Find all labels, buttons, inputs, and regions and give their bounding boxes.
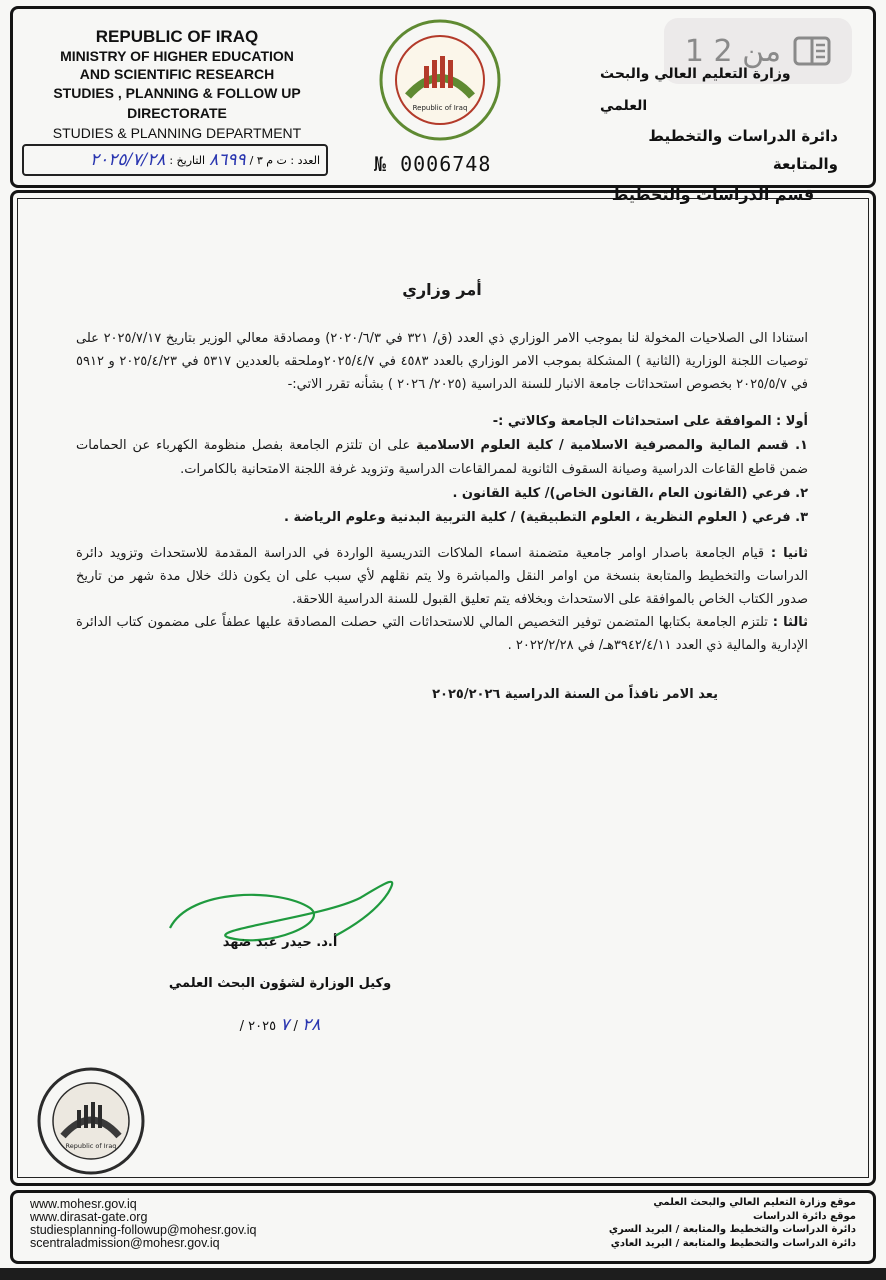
ministry-seal-stamp — [36, 1066, 146, 1176]
reference-box — [22, 144, 328, 176]
en-ministry: MINISTRY OF HIGHER EDUCATION — [60, 48, 294, 64]
section-third — [76, 611, 808, 657]
effective-statement: يعد الامر نافذاً من السنة الدراسية ٢٠٢٥/٢٠٢٦ — [432, 687, 718, 702]
serial-digits: 0006748 — [400, 152, 492, 176]
section-third-text: تلتزم الجامعة بكتابها المتضمن توفير التخصيص المالي للاستحداثات التي حصلت المصادقة عليها عطفاً على مضمون كتاب الدائرة الإدارية والمالية ذي العدد ٣٩٤٢/٤/١١هـ/ في ٢٠٢٢/٢/٢٨ . — [76, 615, 808, 653]
signature-year: ٢٠٢٥ / — [239, 1019, 277, 1034]
signatory-position: وكيل الوزارة لشؤون البحث العلمي — [168, 976, 392, 991]
en-ministry-2: AND SCIENTIFIC RESEARCH — [79, 66, 275, 82]
footer-labels — [609, 1196, 856, 1250]
english-letterhead — [22, 26, 332, 143]
ref-label: العدد : ت م ٣ / — [249, 153, 320, 167]
ar-directorate: دائرة الدراسات والتخطيط والمتابعة — [648, 127, 838, 173]
item-1 — [76, 434, 808, 482]
item-1-text: على ان تلتزم الجامعة بفصل منظومة الكهرباء عن الحمامات ضمن قاطع القاعات الدراسية وصيانة السقوف الثانوية لممرالقاعات الدراسية وتزويد غرفة اللجنة الامتحانية بالكامرات. — [76, 438, 808, 477]
ar-ministry: وزارة التعليم العالي والبحث العلمي — [600, 66, 791, 114]
signatory-name: أ.د. حيدر عبد ضهد — [222, 935, 338, 950]
item-3: ٣. فرعي ( العلوم النظرية ، العلوم التطبيقية) / كلية التربية البدنية وعلوم الرياضة . — [284, 510, 808, 525]
signature-month: ٧ — [280, 1015, 290, 1035]
seal-stamp-caption: Republic of Iraq — [65, 1142, 117, 1150]
footer-label-ministry: موقع وزارة التعليم العالي والبحث العلمي — [653, 1197, 856, 1208]
section-second-label: ثانيا : — [770, 546, 809, 561]
footer-email-secret[interactable]: studiesplanning-followup@mohesr.gov.iq — [30, 1223, 257, 1237]
en-country: REPUBLIC OF IRAQ — [95, 27, 259, 46]
footer-label-secret: دائرة الدراسات والتخطيط والمتابعة / البريد السري — [608, 1224, 856, 1235]
decree-body — [76, 280, 808, 702]
date-label: التاريخ : — [169, 153, 206, 167]
signature-day: ٢٨ — [302, 1015, 321, 1035]
footer-link-ministry[interactable]: www.mohesr.gov.iq — [30, 1197, 137, 1211]
page-indicator-text: 1 من 2 — [684, 33, 782, 69]
section-second-text: قيام الجامعة باصدار اوامر جامعية متضمنة اسماء الملاكات التدريسية الواردة في الدراسة المقدمة للاستحداث وتزويد دائرة الدراسات والتخطيط والمتابعة بنسخة من اوامر النقل والمباشرة ولا يتم نقلهم لأي سبب على ان يكون ذلك خلال مدة شهر من تاريخ صدور الكتاب الخاص بالموافقة على الاستحداث وبخلافه يتم تعليق القبول للسنة الدراسية اللاحقة. — [76, 546, 808, 607]
ref-number: ٨٦٩٩ — [209, 150, 246, 170]
footer-email-regular[interactable]: scentraladmission@mohesr.gov.iq — [30, 1236, 220, 1250]
section-second — [76, 542, 808, 611]
date-value: ٢٠٢٥/٧/٢٨ — [89, 150, 166, 170]
signature-date-sep: / — [293, 1019, 298, 1034]
ar-department: قسم الدراسات والتخطيط — [611, 185, 815, 204]
section-first-title: أولا : الموافقة على استحداثات الجامعة وكالاتي :- — [492, 414, 808, 429]
en-directorate: STUDIES , PLANNING & FOLLOW UP DIRECTORATE — [53, 85, 301, 121]
en-department: STUDIES & PLANNING DEPARTMENT — [52, 125, 302, 141]
ministry-seal-logo — [378, 18, 502, 142]
decree-title: أمر وزاري — [402, 280, 482, 299]
footer-link-dirasat[interactable]: www.dirasat-gate.org — [30, 1210, 148, 1224]
signature-date — [150, 1010, 410, 1042]
arabic-letterhead — [588, 58, 838, 212]
serial-prefix: № — [374, 152, 388, 176]
signature-block — [150, 930, 410, 1042]
decree-intro: استنادا الى الصلاحيات المخولة لنا بموجب الامر الوزاري ذي العدد (ق/ ٣٢١ في ٢٠٢٠/٦/٣) ومصادقة معالي الوزير بتاريخ ٢٠٢٥/٧/١٧ على توصيات اللجنة الوزارية (الثانية ) المشكلة بموجب الامر الوزاري بالعدد ٤٥٨٣ في ٢٠٢٥/٤/٧وملحقه بالعددين ٥٣١٧ في ٢٠٢٥/٤/٢٣ و ٥٩١٢ في ٢٠٢٥/٥/٧ بخصوص استحداثات جامعة الانبار للسنة الدراسية (٢٠٢٥/ ٢٠٢٦ ) بشأنه تقرر الاتي:- — [76, 331, 809, 392]
item-1-heading: ١. قسم المالية والمصرفية الاسلامية / كلية العلوم الاسلامية — [416, 438, 808, 453]
footer-links — [30, 1198, 256, 1250]
serial-number — [374, 152, 491, 176]
section-third-label: ثالثا : — [772, 615, 809, 630]
seal-caption: Republic of Iraq — [412, 104, 468, 112]
item-2: ٢. فرعي (القانون العام ،القانون الخاص)/ كلية القانون . — [452, 486, 808, 501]
footer-label-regular: دائرة الدراسات والتخطيط والمتابعة / البريد العادي — [610, 1237, 856, 1249]
footer-label-dirasat: موقع دائرة الدراسات — [752, 1210, 856, 1222]
